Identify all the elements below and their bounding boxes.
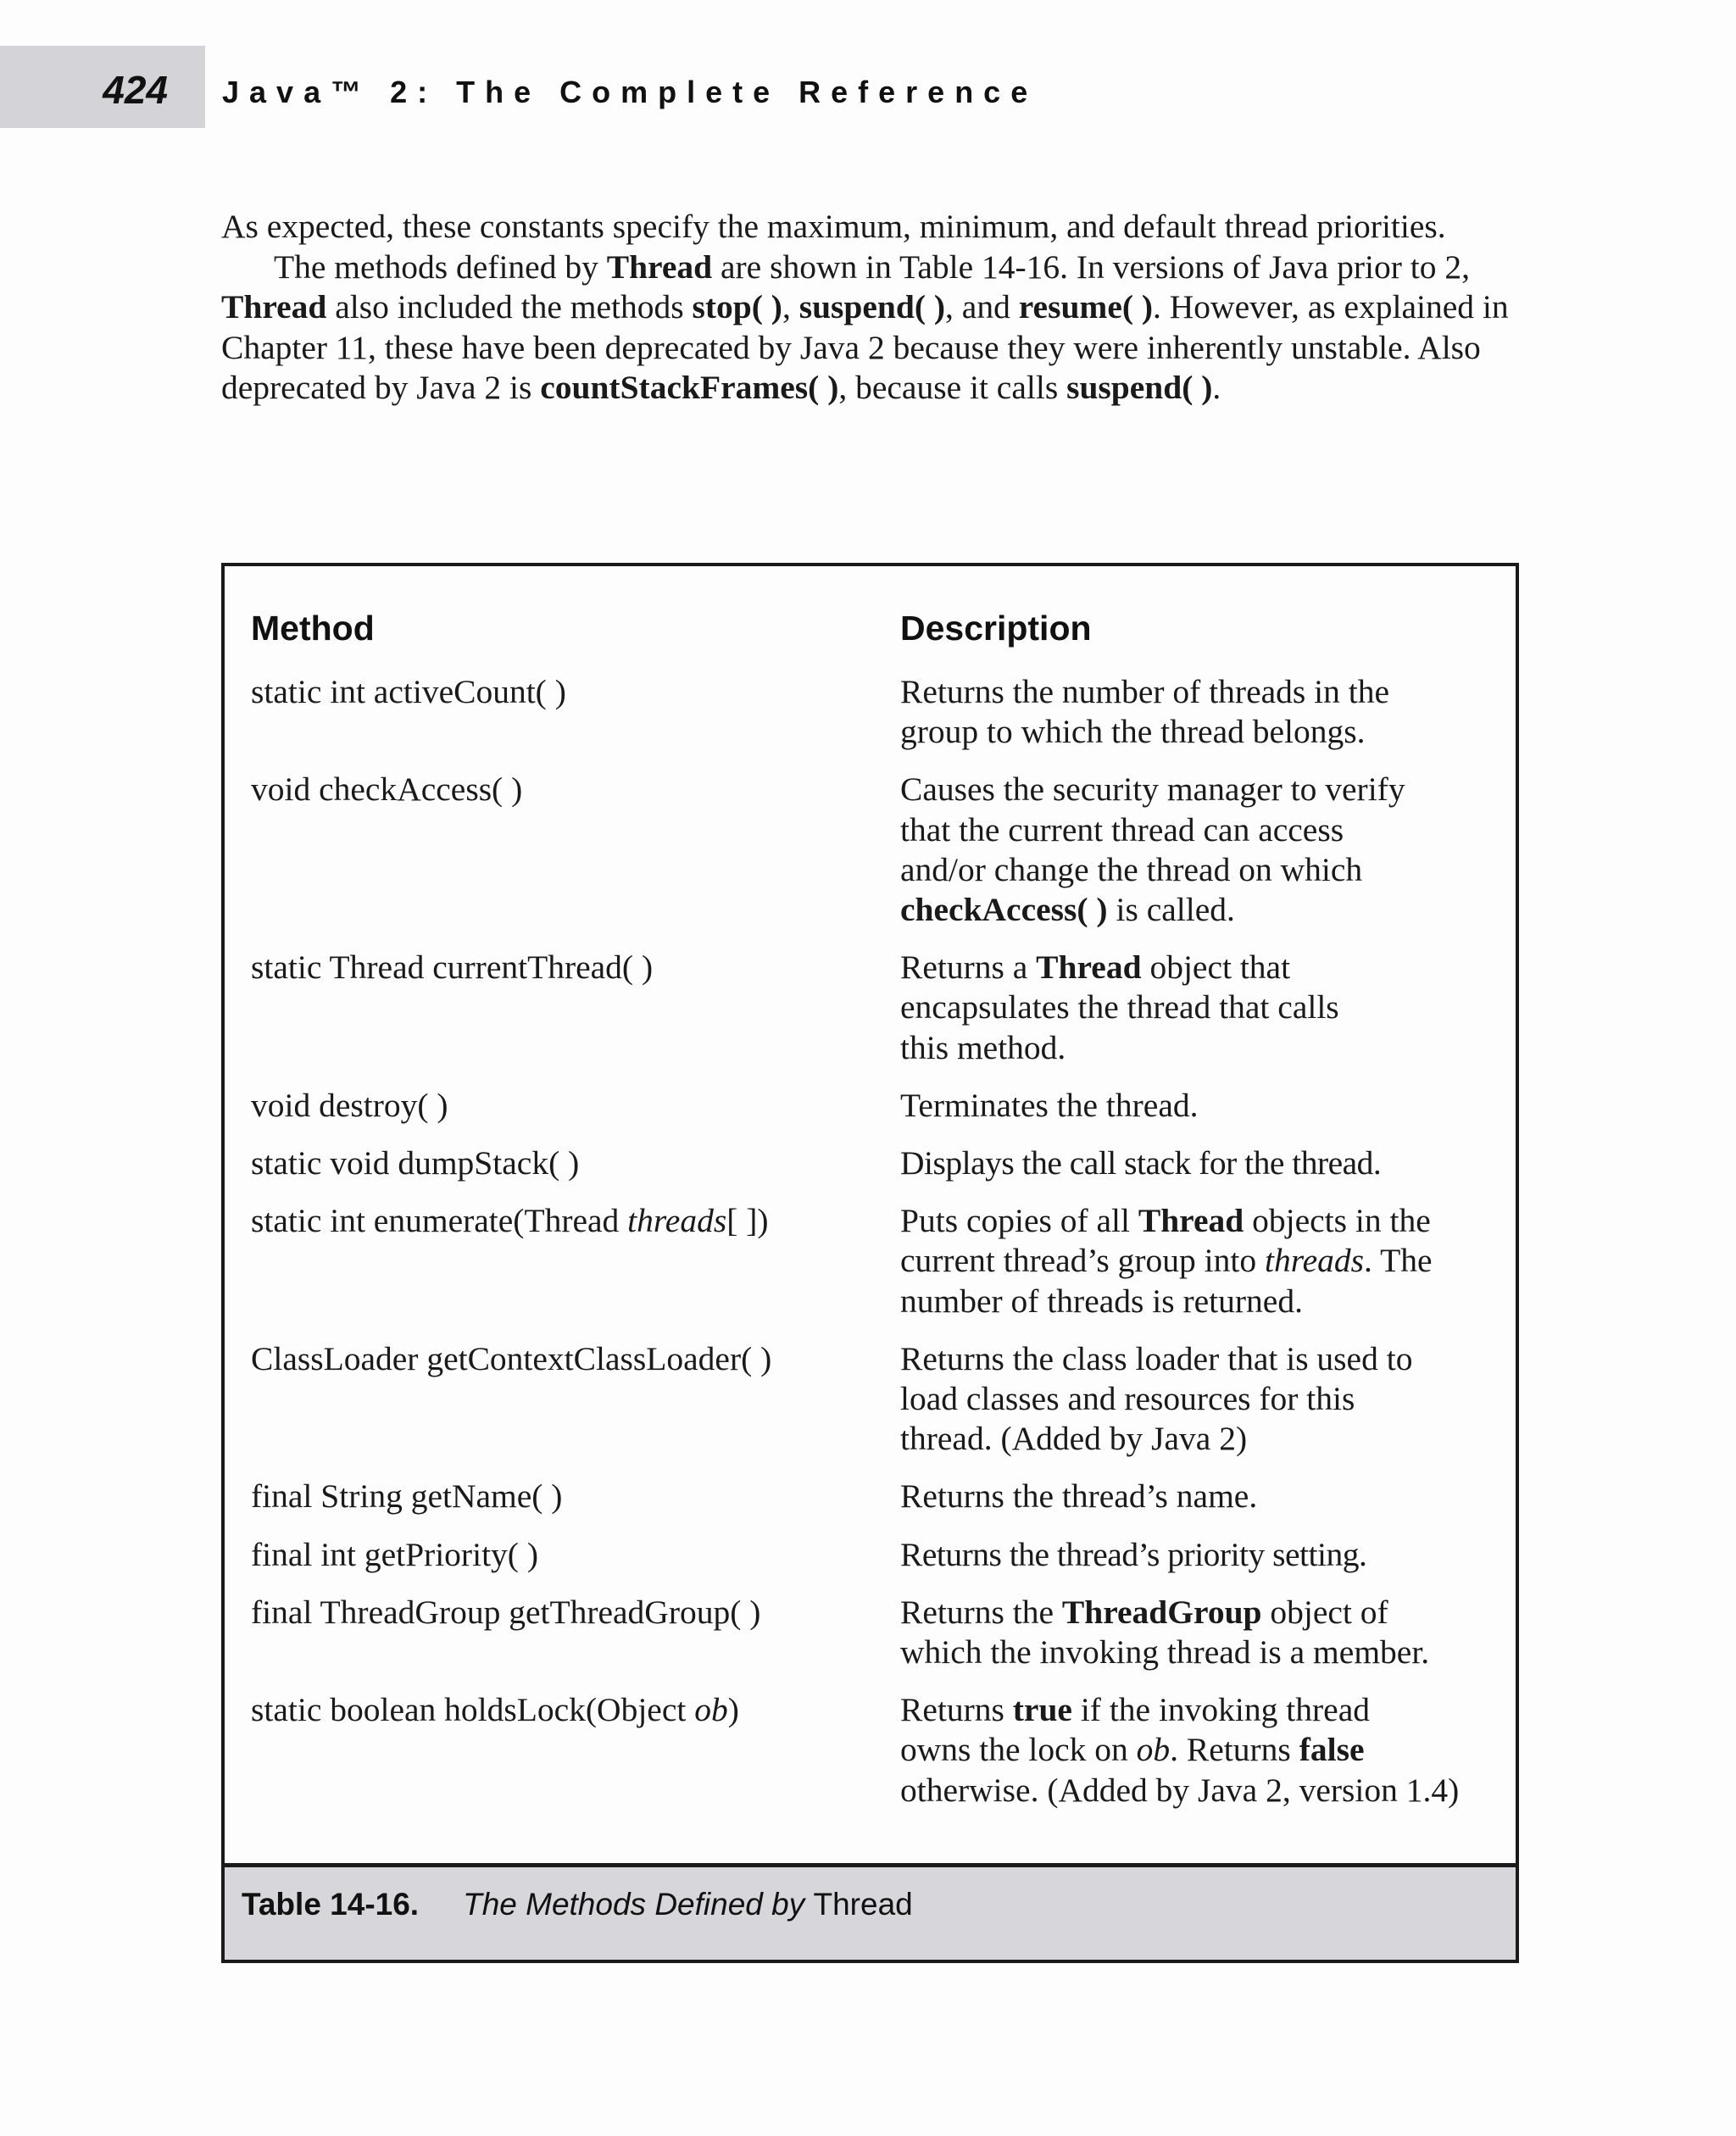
desc-bold: Thread [1036, 948, 1142, 987]
method-cell: final ThreadGroup getThreadGroup( ) [251, 1593, 761, 1631]
desc-italic: threads [1265, 1242, 1365, 1280]
desc-text: Displays the call stack for the thread. [900, 1144, 1382, 1182]
table-row [251, 1593, 1497, 1672]
method-cell [251, 1201, 900, 1321]
p2-text: , and [945, 288, 1019, 326]
desc-bold: true [1012, 1691, 1072, 1729]
table-row [251, 1086, 1497, 1126]
column-header-description: Description [900, 609, 1092, 648]
p2-text: are shown in Table 14-16. In versions of Java prior to 2, [712, 248, 1470, 286]
method-cell: final String getName( ) [251, 1477, 563, 1516]
table-row [251, 770, 1497, 930]
table-row [251, 1143, 1497, 1183]
method-cell: final int getPriority( ) [251, 1535, 538, 1573]
method-text: static boolean holdsLock(Object [251, 1691, 695, 1729]
desc-text: Causes the security manager to verify that the current thread can access and/or change the thread on which [900, 770, 1405, 888]
desc-text: Returns [900, 1691, 1013, 1729]
p2-bold: Thread [221, 288, 327, 326]
caption-title: The Methods Defined by [463, 1887, 814, 1922]
desc-text: Returns the [900, 1593, 1062, 1631]
p2-bold: countStackFrames( ) [540, 369, 839, 407]
method-param: threads [627, 1202, 727, 1240]
description-cell [900, 1593, 1497, 1672]
method-cell: static int activeCount( ) [251, 673, 566, 710]
method-text: static int enumerate(Thread [251, 1202, 628, 1240]
desc-text: object that encapsulates the thread that calls this method. [900, 948, 1339, 1066]
desc-text: Puts copies of all [900, 1202, 1138, 1240]
method-param: ob [694, 1691, 728, 1729]
desc-text: is called. [1107, 891, 1235, 929]
paragraph-1: As expected, these constants specify the maximum, minimum, and default thread priorities. [221, 208, 1446, 245]
table-rows [251, 672, 1497, 1828]
desc-text: . The number of threads is returned. [900, 1242, 1433, 1320]
method-cell [251, 1690, 900, 1811]
desc-text: if the invoking thread owns the lock on [900, 1691, 1370, 1769]
description-cell [900, 1201, 1497, 1321]
method-cell: static Thread currentThread( ) [251, 948, 654, 987]
table-row [251, 1339, 1497, 1460]
column-header-method: Method [251, 609, 375, 648]
p2-text: The methods defined by [274, 248, 607, 286]
method-cell: static void dumpStack( ) [251, 1144, 580, 1182]
desc-bold: ThreadGroup [1061, 1593, 1262, 1631]
running-head: Java™ 2: The Complete Reference [222, 75, 1038, 109]
desc-text: objects in the current thread’s group into [900, 1202, 1431, 1280]
desc-bold: Thread [1138, 1202, 1244, 1240]
description-cell [900, 770, 1497, 930]
method-cell: ClassLoader getContextClassLoader( ) [251, 1339, 772, 1377]
p2-text: , [782, 288, 799, 326]
description-cell: Terminates the thread. [900, 1086, 1199, 1124]
caption-label: Table 14-16. [242, 1887, 420, 1922]
method-cell: void checkAccess( ) [251, 770, 523, 809]
p2-text: also included the methods [326, 288, 693, 326]
p2-text: . [1212, 369, 1221, 407]
description-cell: Returns the number of threads in the group to which the thread belongs. [900, 673, 1389, 751]
table-row [251, 1690, 1497, 1811]
description-cell [900, 1143, 1497, 1183]
desc-text: Returns the thread’s priority setting. [900, 1535, 1367, 1573]
p2-text: . However, as explained in Chapter 11, these have been deprecated by Java 2 because they were inherently unstable. Also deprecated by Java 2 is [221, 288, 1509, 407]
page-number-box [0, 46, 205, 128]
desc-italic: ob [1136, 1731, 1171, 1769]
method-cell: void destroy( ) [251, 1086, 448, 1124]
p2-bold: suspend( ) [1066, 369, 1213, 407]
table-row [251, 1477, 1497, 1516]
method-text: [ ]) [726, 1202, 769, 1240]
description-cell: Returns the class loader that is used to load classes and resources for this thread. (Added by Java 2) [900, 1339, 1413, 1458]
desc-text: otherwise. (Added by Java 2, version 1.4) [900, 1771, 1460, 1809]
desc-text: Returns a [900, 948, 1037, 987]
description-cell: Returns the thread’s name. [900, 1477, 1258, 1516]
methods-table [221, 563, 1519, 1963]
desc-bold: checkAccess( ) [900, 891, 1108, 929]
table-row [251, 1535, 1497, 1575]
desc-bold: false [1299, 1731, 1365, 1769]
p2-bold: stop( ) [692, 288, 782, 326]
p2-bold: suspend( ) [798, 288, 946, 326]
desc-text: object of which the invoking thread is a member. [900, 1593, 1430, 1672]
table-row [251, 672, 1497, 752]
desc-text: . Returns [1170, 1731, 1299, 1769]
table-row [251, 1201, 1497, 1321]
table-row [251, 948, 1497, 1068]
description-cell [900, 1535, 1497, 1575]
method-text: ) [727, 1691, 739, 1729]
p2-bold: Thread [606, 248, 713, 286]
p2-text: , because it calls [838, 369, 1067, 407]
caption-class-name: Thread [813, 1887, 913, 1922]
table-caption-bar [225, 1863, 1516, 1960]
table-caption [242, 1879, 913, 1930]
p2-bold: resume( ) [1018, 288, 1154, 326]
description-cell [900, 1690, 1497, 1811]
page-number: 424 [103, 68, 168, 112]
body-text [221, 207, 1535, 409]
paragraph-2 [221, 248, 1535, 409]
description-cell [900, 948, 1497, 1068]
